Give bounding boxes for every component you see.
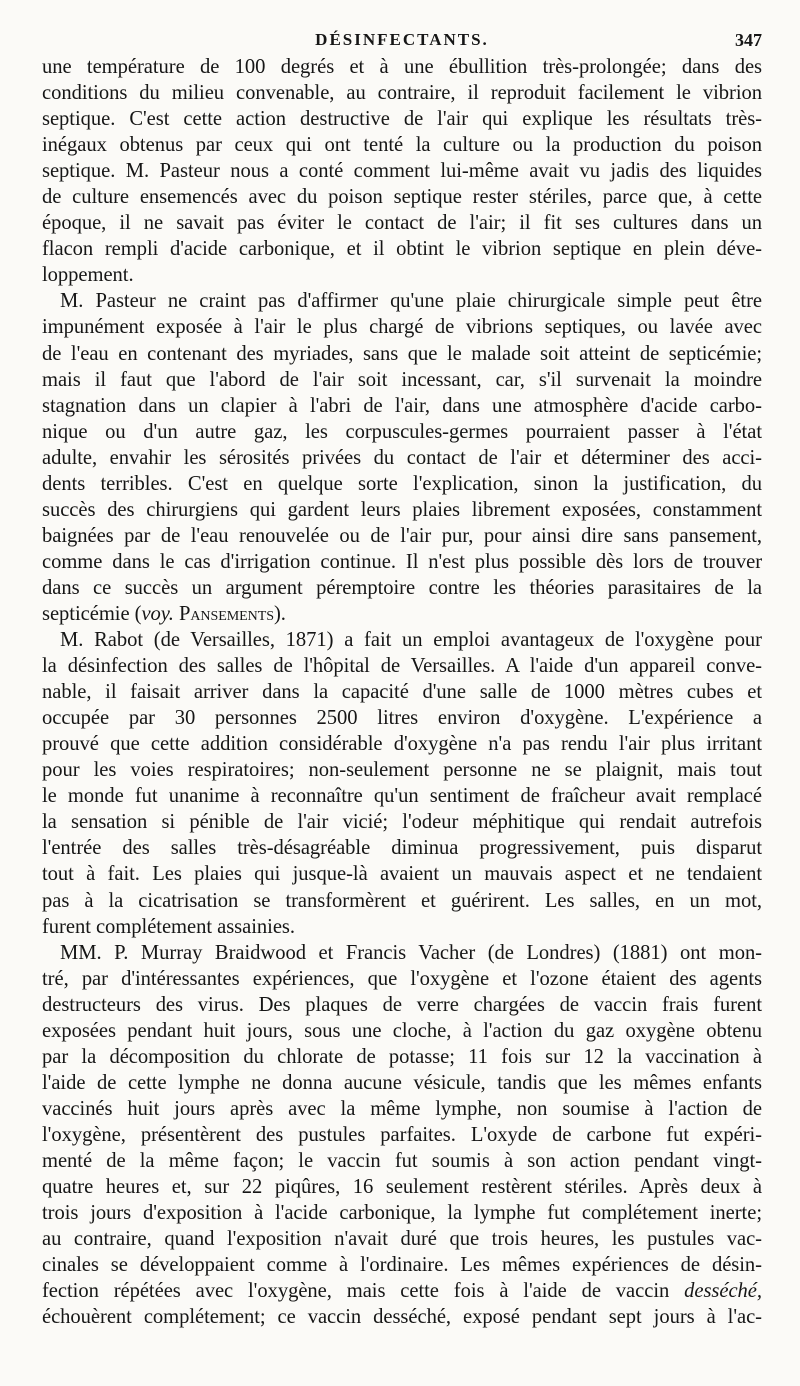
text-line: exposées pendant huit jours, sous une cloche, à l'action du gaz oxygène obtenu xyxy=(42,1019,762,1042)
text-line: le monde fut unanime à reconnaître qu'un sentiment de fraîcheur avait remplacé xyxy=(42,785,762,808)
text-line: par la décomposition du chlorate de potasse; 11 fois sur 12 la vaccination à xyxy=(42,1045,762,1068)
text-line: dans ce succès un argument péremptoire contre les théories parasitaires de la xyxy=(42,576,762,599)
italic-fragment: voy. xyxy=(141,602,174,625)
text-line: pour les voies respiratoires; non-seulement personne ne se plaignit, mais tout xyxy=(42,759,762,782)
text-fragment: septicémie ( xyxy=(42,602,142,625)
text-line: nique ou d'un autre gaz, les corpuscules-germes pourraient passer à l'état xyxy=(42,420,762,443)
text-line: succès des chirurgiens qui gardent leurs plaies librement exposées, constamment xyxy=(42,498,762,521)
text-line: septique. C'est cette action destructive de l'air qui explique les résultats très- xyxy=(42,108,762,131)
text-line: inégaux obtenus par ceux qui ont tenté la culture ou la production du poison xyxy=(42,134,762,157)
text-line: mais il faut que l'abord de l'air soit incessant, car, s'il survenait la moindre xyxy=(42,368,762,391)
paragraph-4 xyxy=(42,940,762,1331)
text-line: comme dans le cas d'irrigation continue. Il n'est plus possible dès lors de trouver xyxy=(42,550,762,573)
paragraph-3 xyxy=(42,627,762,940)
text-line: conditions du milieu convenable, au contraire, il reproduit facilement le vibrion xyxy=(42,82,762,105)
text-line: l'aide de cette lymphe ne donna aucune vésicule, tandis que les mêmes enfants xyxy=(42,1071,762,1094)
text-line: occupée par 30 personnes 2500 litres environ d'oxygène. L'expérience a xyxy=(42,707,762,730)
text-line: adulte, envahir les sérosités privées du contact de l'air et déterminer des acci- xyxy=(42,446,762,469)
text-line: la sensation si pénible de l'air vicié; l'odeur méphitique qui rendait autrefois xyxy=(42,811,762,834)
text-line: de l'eau en contenant des myriades, sans que le malade soit atteint de septicémie; xyxy=(42,342,762,365)
text-line: stagnation dans un clapier à l'abri de l'air, dans une atmosphère d'acide carbo- xyxy=(42,394,762,417)
text-line xyxy=(42,1278,762,1304)
text-line: tré, par d'intéressantes expériences, que l'oxygène et l'ozone étaient des agents xyxy=(42,967,762,990)
text-line: nable, il faisait arriver dans la capacité d'une salle de 1000 mètres cubes et xyxy=(42,681,762,704)
text-line: septique. M. Pasteur nous a conté comment lui-même avait vu jadis des liquides xyxy=(42,160,762,183)
body-text xyxy=(42,54,762,1330)
text-line: de culture ensemencés avec du poison septique rester stériles, parce que, à cette xyxy=(42,186,762,209)
text-line: trois jours d'exposition à l'acide carbonique, la lymphe fut complétement inerte; xyxy=(42,1202,762,1225)
paragraph-1 xyxy=(42,54,762,288)
italic-fragment: desséché, xyxy=(684,1280,762,1303)
text-line: échouèrent complétement; ce vaccin desséché, exposé pendant sept jours à l'ac- xyxy=(42,1306,762,1329)
text-line: flacon rempli d'acide carbonique, et il obtint le vibrion septique en plein déve- xyxy=(42,238,762,261)
running-title: DÉSINFECTANTS. xyxy=(315,30,489,49)
text-line: cinales se développaient comme à l'ordinaire. Les mêmes expériences de désin- xyxy=(42,1254,762,1277)
text-line: tout à fait. Les plaies qui jusque-là avaient un mauvais aspect et ne tendaient xyxy=(42,863,762,886)
text-line: M. Rabot (de Versailles, 1871) a fait un emploi avantageux de l'oxygène pour xyxy=(60,629,762,652)
text-line: M. Pasteur ne craint pas d'affirmer qu'une plaie chirurgicale simple peut être xyxy=(60,290,762,313)
text-line: loppement. xyxy=(42,264,134,287)
text-line: l'oxygène, présentèrent des pustules parfaites. L'oxyde de carbone fut expéri- xyxy=(42,1123,762,1146)
text-line: furent complétement assainies. xyxy=(42,915,295,938)
text-line: quatre heures et, sur 22 piqûres, 16 seulement restèrent stériles. Après deux à xyxy=(42,1176,762,1199)
text-line: une température de 100 degrés et à une ébullition très-prolongée; dans des xyxy=(42,56,762,78)
text-line: impunément exposée à l'air le plus chargé de vibrions septiques, ou lavée avec xyxy=(42,316,762,339)
text-line: la désinfection des salles de l'hôpital de Versailles. A l'aide d'un appareil conve- xyxy=(42,655,762,678)
text-line: l'entrée des salles très-désagréable diminua progressivement, puis disparut xyxy=(42,837,762,860)
paragraph-2 xyxy=(42,288,762,627)
text-fragment: fection répétées avec l'oxygène, mais cette fois à l'aide de vaccin xyxy=(42,1280,685,1303)
text-line: menté de la même façon; le vaccin fut soumis à son action pendant vingt- xyxy=(42,1149,762,1172)
page-header xyxy=(42,0,762,52)
page-number: 347 xyxy=(735,30,762,50)
text-line: MM. P. Murray Braidwood et Francis Vacher (de Londres) (1881) ont mon- xyxy=(60,941,762,964)
text-line: dents terribles. C'est en quelque sorte l'explication, sinon la justification, du xyxy=(42,472,762,495)
text-line: pas à la cicatrisation se transformèrent et guérirent. Les salles, en un mot, xyxy=(42,889,762,912)
text-line: époque, il ne savait pas éviter le contact de l'air; il fit ses cultures dans un xyxy=(42,212,762,235)
smallcaps-reference: Pansements xyxy=(178,602,274,625)
text-line: prouvé que cette addition considérable d'oxygène n'a pas rendu l'air plus irritant xyxy=(42,733,762,756)
text-line: destructeurs des virus. Des plaques de verre chargées de vaccin frais furent xyxy=(42,993,762,1016)
text-fragment: ). xyxy=(273,602,286,625)
text-line xyxy=(42,601,762,627)
text-line: vaccinés huit jours après avec la même lymphe, non soumise à l'action de xyxy=(42,1097,762,1120)
text-line: baignées par de l'eau renouvelée ou de l'air pur, pour ainsi dire sans pansement, xyxy=(42,524,762,547)
text-line: au contraire, quand l'exposition n'avait duré que trois heures, les pustules vac- xyxy=(42,1228,762,1251)
